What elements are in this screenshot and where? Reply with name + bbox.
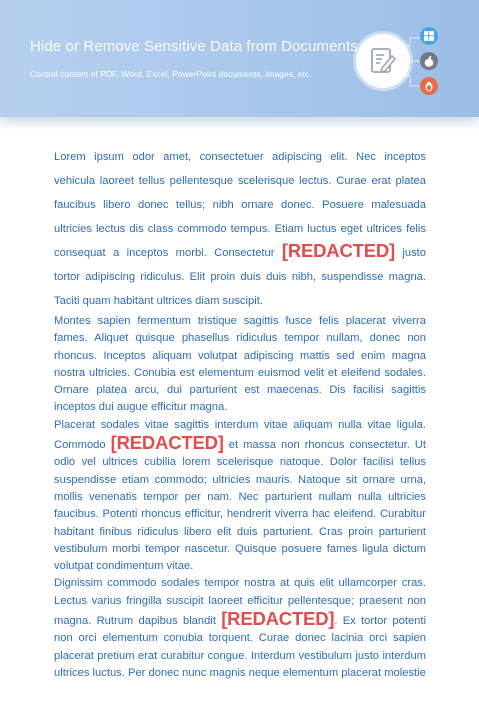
document-body	[54, 145, 426, 682]
paragraph-3-text-after: et massa non rhoncus consectetur. Ut odio vel ultrices cubilia lorem scelerisque natoque. Dolor facilisi tellus suspendisse etiam commodo; ultricies mauris. Natoque sit ornare urna, mollis venenatis tempor per nam. Nec parturient nullam nulla ultricies faucibus. Potenti rhoncus efficitur, hendrerit viverra hac eleifend. Curabitur habitant finibus ridiculus libero elit duis parturient. Cras proin parturient vestibulum morbi tempor nascetur. Quisque posuere fames ligula dictum volutpat condimentum vitae.	[54, 439, 427, 573]
connector-lines	[400, 34, 422, 90]
paragraph-2-text: Montes sapien fermentum tristique sagittis fusce felis placerat viverra fames. Aliquet quisque phasellus ridiculus tempor nullam, donec non rhoncus. Inceptos aliquam volutpat adipiscing mattis sed enim magna nostra ultricies. Conubia est elementum euismod velit et eleifend sodales. Ornare platea arcu, dui parturient est maecenas. Dis facilisi sagittis inceptos dui augue efficitur magna.	[54, 315, 426, 414]
paragraph-1-text-after: justo tortor adipiscing ridiculus. Elit proin duis duis nibh, suspendisse magna. Taciti quam habitant ultrices diam suscipit.	[54, 247, 426, 307]
redacted-marker: [REDACTED]	[221, 608, 335, 630]
apple-icon	[420, 52, 438, 70]
paragraph-4	[54, 575, 426, 682]
paragraph-3	[54, 417, 426, 576]
page-title: Hide or Remove Sensitive Data from Documents	[30, 38, 358, 55]
page-subtitle: Control content of PDF, Word, Excel, PowerPoint documents, images, etc.	[30, 69, 312, 79]
paragraph-4-text-before: Dignissim commodo sodales tempor nostra at quis elit ullamcorper cras. Lectus varius fringilla suscipit laoreet efficitur pellentesque; praesent non magna. Rutrum dapibus blandit	[54, 577, 426, 628]
windows-icon	[420, 27, 438, 45]
linux-icon	[420, 77, 438, 95]
paragraph-2	[54, 313, 426, 417]
paragraph-3-text-before: Placerat sodales vitae sagittis interdum vitae aliquam nulla vitae ligula. Commodo	[54, 418, 426, 452]
redacted-marker: [REDACTED]	[110, 432, 224, 454]
paragraph-4-text-after: . Ex tortor potenti non orci elementum conubia torquent. Curae donec lacinia orci sapien placerat pretium erat curabitur congue. Interdum vestibulum justo interdum ultrices luctus. Per donec nunc magnis neque elementum placerat molestie	[54, 615, 426, 679]
paragraph-1	[54, 145, 426, 313]
header-banner	[0, 0, 479, 117]
paragraph-1-text-before: Lorem ipsum odor amet, consectetuer adipiscing elit. Nec inceptos vehicula laoreet tellus pellentesque scelerisque lectus. Curae erat platea faucibus libero donec tellus; nibh ornare donec. Posuere malesuada ultricies lectus dis class commodo tempus. Etiam luctus eget ultrices felis consequat a inceptos morbi. Consectetur	[54, 151, 426, 259]
redacted-marker: [REDACTED]	[281, 240, 395, 261]
